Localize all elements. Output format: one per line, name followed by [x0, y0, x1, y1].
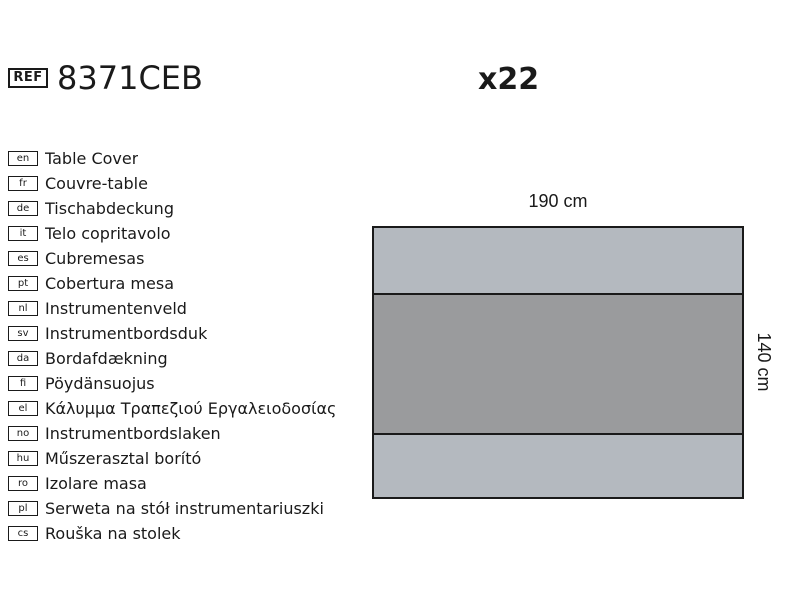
language-row-es	[8, 246, 336, 271]
language-code-badge: it	[8, 226, 38, 241]
language-code-badge: no	[8, 426, 38, 441]
language-row-it	[8, 221, 336, 246]
product-name-el: Κάλυμμα Τραπεζιού Εργαλειοδοσίας	[45, 398, 337, 418]
product-reference-code: 8371CEB	[57, 59, 203, 97]
height-dimension-label: 140 cm	[754, 332, 774, 392]
language-row-cs	[8, 521, 336, 546]
product-name-hu: Műszerasztal borító	[45, 448, 202, 468]
language-list	[8, 146, 336, 546]
outer-band-top	[374, 228, 742, 293]
language-row-el	[8, 396, 336, 421]
product-name-de: Tischabdeckung	[45, 198, 174, 218]
language-row-de	[8, 196, 336, 221]
language-row-hu	[8, 446, 336, 471]
language-code-badge: hu	[8, 451, 38, 466]
language-code-badge: sv	[8, 326, 38, 341]
outer-band-bottom	[374, 435, 742, 497]
language-code-badge: nl	[8, 301, 38, 316]
center-band	[374, 293, 742, 435]
language-row-no	[8, 421, 336, 446]
product-name-nl: Instrumentenveld	[45, 298, 187, 318]
quantity-label: x22	[478, 62, 540, 97]
language-code-badge: fr	[8, 176, 38, 191]
language-row-pt	[8, 271, 336, 296]
language-row-nl	[8, 296, 336, 321]
product-name-ro: Izolare masa	[45, 473, 147, 493]
language-row-fi	[8, 371, 336, 396]
width-dimension-label: 190 cm	[528, 191, 588, 211]
language-code-badge: en	[8, 151, 38, 166]
language-row-ro	[8, 471, 336, 496]
product-name-it: Telo copritavolo	[45, 223, 171, 243]
language-row-pl	[8, 496, 336, 521]
language-code-badge: fi	[8, 376, 38, 391]
product-name-fr: Couvre-table	[45, 173, 148, 193]
language-row-en	[8, 146, 336, 171]
language-row-da	[8, 346, 336, 371]
product-name-es: Cubremesas	[45, 248, 145, 268]
language-row-fr	[8, 171, 336, 196]
ref-badge: REF	[8, 68, 48, 88]
language-code-badge: es	[8, 251, 38, 266]
table-cover-diagram	[372, 226, 744, 499]
language-code-badge: de	[8, 201, 38, 216]
product-name-fi: Pöydänsuojus	[45, 373, 155, 393]
language-code-badge: pt	[8, 276, 38, 291]
product-name-sv: Instrumentbordsduk	[45, 323, 208, 343]
product-name-pl: Serweta na stół instrumentariuszki	[45, 498, 324, 518]
language-code-badge: da	[8, 351, 38, 366]
language-code-badge: ro	[8, 476, 38, 491]
product-name-pt: Cobertura mesa	[45, 273, 174, 293]
product-name-no: Instrumentbordslaken	[45, 423, 221, 443]
language-row-sv	[8, 321, 336, 346]
language-code-badge: el	[8, 401, 38, 416]
product-name-da: Bordafdækning	[45, 348, 168, 368]
product-name-en: Table Cover	[45, 148, 139, 168]
product-name-cs: Rouška na stolek	[45, 523, 181, 543]
language-code-badge: pl	[8, 501, 38, 516]
language-code-badge: cs	[8, 526, 38, 541]
